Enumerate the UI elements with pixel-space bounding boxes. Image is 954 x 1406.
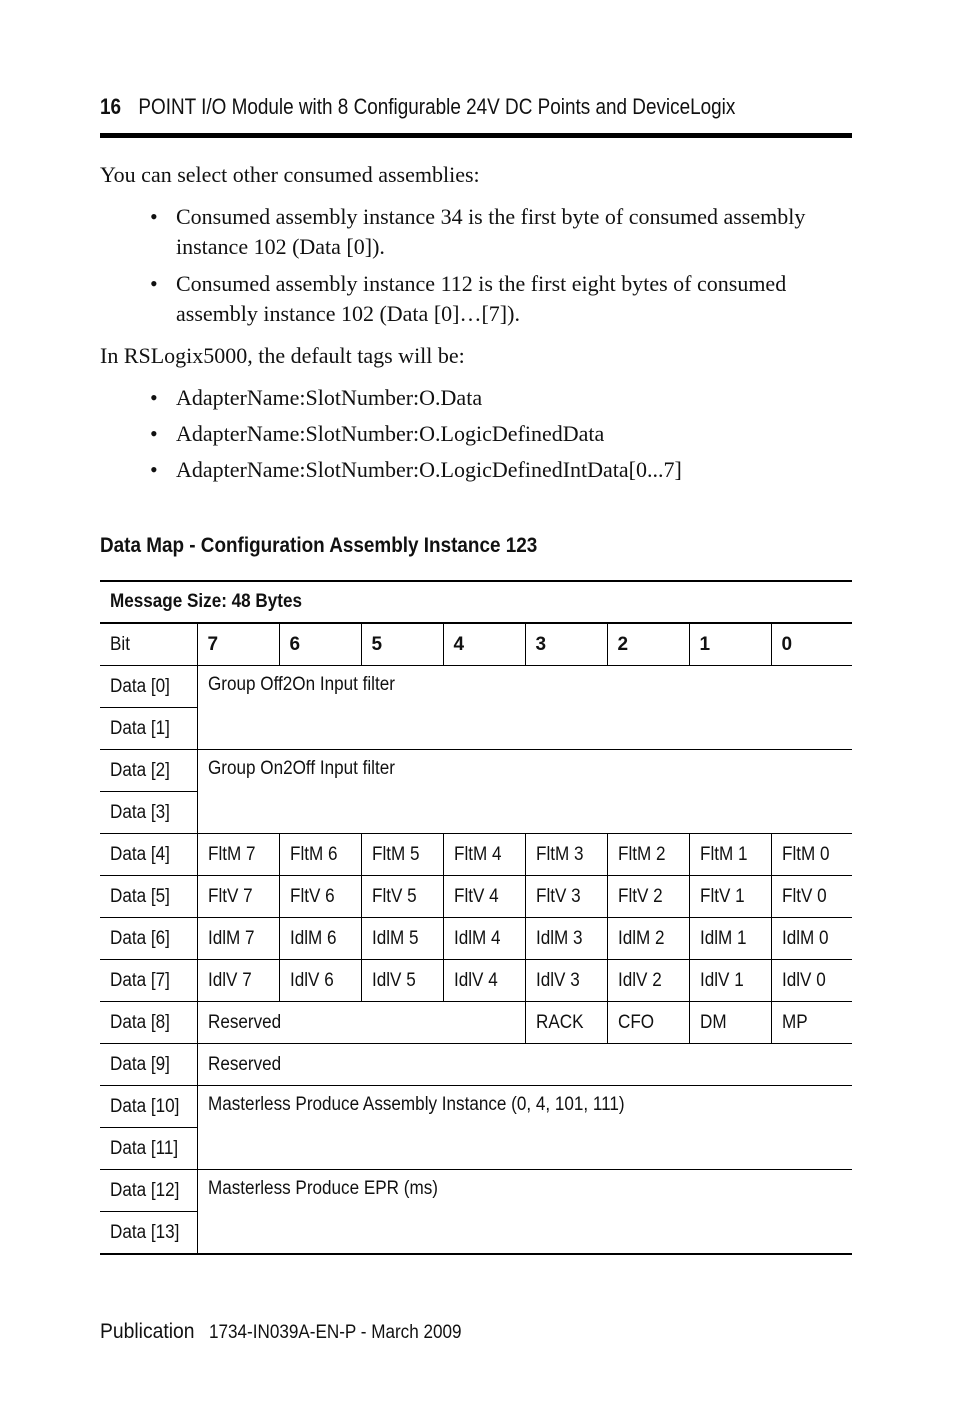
table-cell: IdlV 3 <box>525 960 607 1002</box>
bit-header: 3 <box>525 623 607 666</box>
bit-header: 7 <box>197 623 279 666</box>
table-cell: FltM 0 <box>771 834 852 876</box>
row-label: Data [2] <box>100 750 197 792</box>
page-number: 16 <box>100 94 122 119</box>
table-cell: RACK <box>525 1002 607 1044</box>
row-label: Data [9] <box>100 1044 197 1086</box>
intro-text: You can select other consumed assemblies: <box>100 162 480 187</box>
table-cell: FltM 7 <box>197 834 279 876</box>
table-cell: IdlV 5 <box>361 960 443 1002</box>
list-item: • AdapterName:SlotNumber:O.LogicDefinedIntData[0...7] <box>148 455 852 485</box>
table-cell: FltM 3 <box>525 834 607 876</box>
table-cell: FltV 6 <box>279 876 361 918</box>
bit-header: 0 <box>771 623 852 666</box>
table-cell: IdlM 7 <box>197 918 279 960</box>
masterless-epr-cell: Masterless Produce EPR (ms) <box>197 1170 852 1255</box>
default-tags-list <box>148 383 852 485</box>
table-cell: FltV 5 <box>361 876 443 918</box>
publication-label: Publication <box>100 1320 195 1343</box>
row-label: Data [3] <box>100 792 197 834</box>
table-cell: IdlV 1 <box>689 960 771 1002</box>
reserved-cell: Reserved <box>197 1002 525 1044</box>
row-label: Data [11] <box>100 1128 197 1170</box>
off2on-filter-cell: Group Off2On Input filter <box>197 666 852 750</box>
on2off-filter-cell: Group On2Off Input filter <box>197 750 852 834</box>
table-cell: FltV 7 <box>197 876 279 918</box>
row-label: Data [13] <box>100 1212 197 1255</box>
table-cell: IdlV 0 <box>771 960 852 1002</box>
list-item: • AdapterName:SlotNumber:O.LogicDefinedData <box>148 419 852 449</box>
table-cell: FltV 0 <box>771 876 852 918</box>
table-cell: IdlM 6 <box>279 918 361 960</box>
table-cell: FltV 4 <box>443 876 525 918</box>
page-header <box>100 94 747 120</box>
list-item: • Consumed assembly instance 112 is the first eight bytes of consumed assembly instance 102 (Data [0]…[7]). <box>148 269 852 329</box>
table-row <box>100 750 852 792</box>
bit-label: Bit <box>100 623 197 666</box>
message-size: Message Size: 48 Bytes <box>100 581 852 623</box>
row-label: Data [4] <box>100 834 197 876</box>
table-cell: FltM 5 <box>361 834 443 876</box>
table-cell: IdlV 7 <box>197 960 279 1002</box>
running-title: POINT I/O Module with 8 Configurable 24V DC Points and DeviceLogix <box>138 94 736 119</box>
bit-header: 6 <box>279 623 361 666</box>
table-cell: FltV 3 <box>525 876 607 918</box>
row-label: Data [6] <box>100 918 197 960</box>
table-row <box>100 1170 852 1212</box>
message-size-row <box>100 581 852 623</box>
publication-code: 1734-IN039A-EN-P - March 2009 <box>208 1322 462 1343</box>
masterless-assembly-cell: Masterless Produce Assembly Instance (0, 4, 101, 111) <box>197 1086 852 1170</box>
bit-header-row <box>100 623 852 666</box>
table-cell: DM <box>689 1002 771 1044</box>
table-cell: IdlV 6 <box>279 960 361 1002</box>
row-label: Data [10] <box>100 1086 197 1128</box>
table-cell: CFO <box>607 1002 689 1044</box>
table-cell: IdlM 1 <box>689 918 771 960</box>
table-cell: IdlM 0 <box>771 918 852 960</box>
table-cell: IdlV 2 <box>607 960 689 1002</box>
header-rule <box>100 133 852 138</box>
table-cell: IdlV 4 <box>443 960 525 1002</box>
table-cell: IdlM 3 <box>525 918 607 960</box>
table-cell: FltM 6 <box>279 834 361 876</box>
footer <box>100 1320 489 1344</box>
table-row <box>100 876 852 918</box>
table-cell: FltM 1 <box>689 834 771 876</box>
section-title: Data Map - Configuration Assembly Instance 123 <box>100 534 538 557</box>
table-cell: FltM 2 <box>607 834 689 876</box>
table-cell: FltM 4 <box>443 834 525 876</box>
table-row <box>100 918 852 960</box>
table-row <box>100 1044 852 1086</box>
table-cell: IdlM 5 <box>361 918 443 960</box>
bit-header: 4 <box>443 623 525 666</box>
table-cell: IdlM 2 <box>607 918 689 960</box>
list-item: • AdapterName:SlotNumber:O.Data <box>148 383 852 413</box>
table-row <box>100 1002 852 1044</box>
tags-text: In RSLogix5000, the default tags will be: <box>100 343 465 368</box>
list-item: • Consumed assembly instance 34 is the first byte of consumed assembly instance 102 (Data [0]). <box>148 202 852 262</box>
row-label: Data [12] <box>100 1170 197 1212</box>
consumed-assemblies-list <box>148 202 852 329</box>
table-cell: MP <box>771 1002 852 1044</box>
bit-header: 1 <box>689 623 771 666</box>
row-label: Data [1] <box>100 708 197 750</box>
row-label: Data [7] <box>100 960 197 1002</box>
table-row <box>100 960 852 1002</box>
row-label: Data [0] <box>100 666 197 708</box>
table-row <box>100 1086 852 1128</box>
bit-header: 2 <box>607 623 689 666</box>
bit-header: 5 <box>361 623 443 666</box>
reserved-cell: Reserved <box>197 1044 852 1086</box>
row-label: Data [8] <box>100 1002 197 1044</box>
table-cell: IdlM 4 <box>443 918 525 960</box>
row-label: Data [5] <box>100 876 197 918</box>
data-map-table <box>100 580 852 1255</box>
table-row <box>100 834 852 876</box>
table-cell: FltV 1 <box>689 876 771 918</box>
table-cell: FltV 2 <box>607 876 689 918</box>
table-row <box>100 666 852 708</box>
